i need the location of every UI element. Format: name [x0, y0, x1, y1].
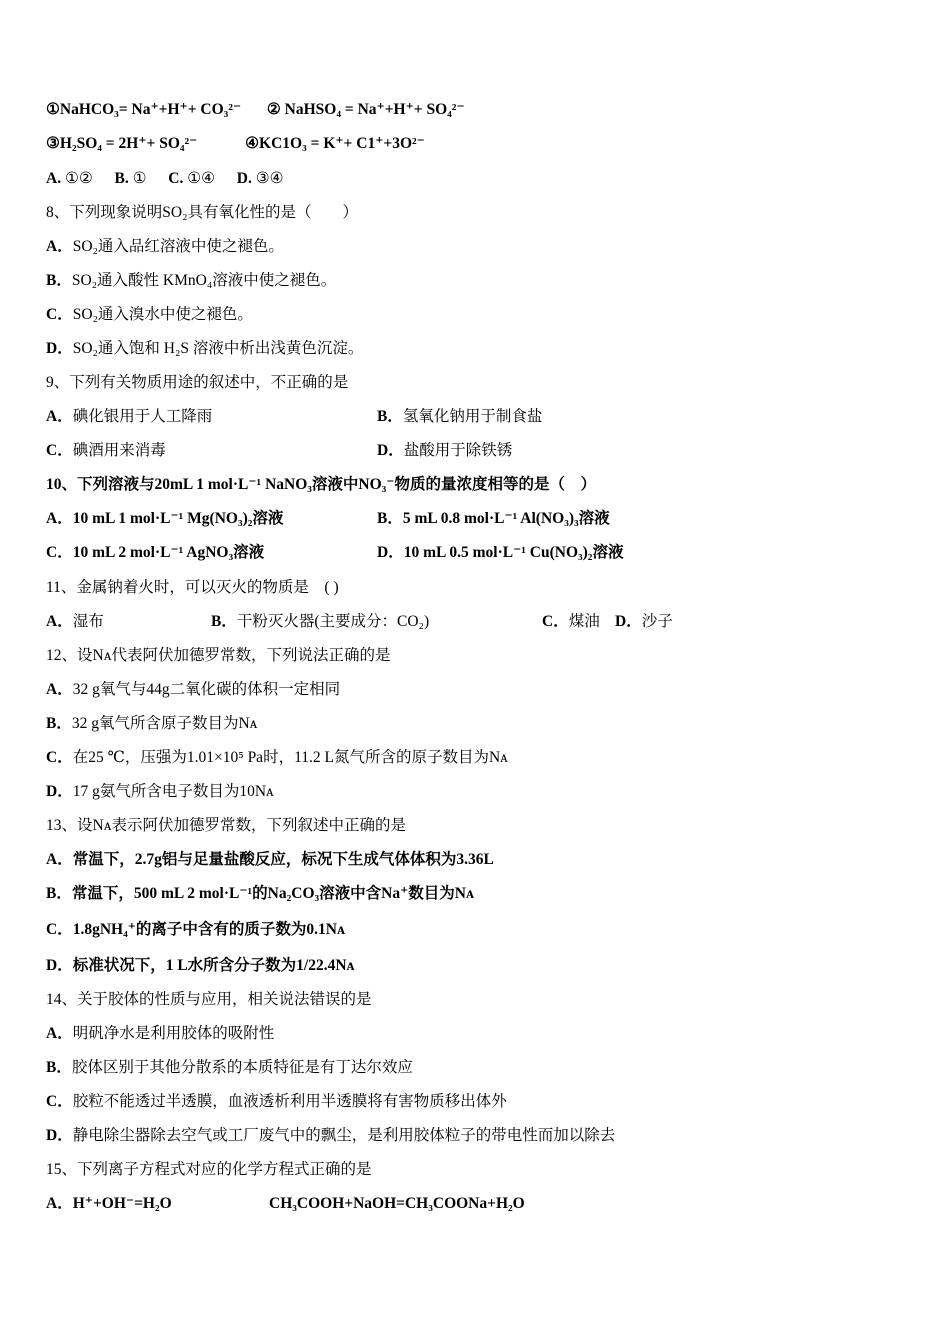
q12-stem: 12、设Nᴀ代表阿伏加德罗常数，下列说法正确的是 [46, 647, 391, 664]
q9-row-2 [46, 441, 513, 461]
q14-option-b[interactable]: B．胶体区别于其他分散系的本质特征是有丁达尔效应 [46, 1059, 413, 1076]
q7-equations-row-2 [46, 134, 425, 154]
q13-option-b[interactable]: B．常温下，500 mL 2 mol·L⁻¹的Na₂CO₃溶液中含Na⁺数目为Nᴀ [46, 885, 475, 902]
q10-stem: 10、下列溶液与20mL 1 mol·L⁻¹ NaNO₃溶液中NO₃⁻物质的量浓度相等的是（ ） [46, 476, 596, 493]
q13-option-c[interactable]: C．1.8gNH₄⁺的离子中含有的质子数为0.1Nᴀ [46, 921, 346, 938]
q12-option-c[interactable]: C．在25 ℃，压强为1.01×10⁵ Pa时，11.2 L氮气所含的原子数目为Nᴀ [46, 749, 508, 766]
chemical-equation: CH₃COOH+NaOH=CH₃COONa+H₂O [269, 1195, 525, 1212]
q9-row-1 [46, 407, 543, 427]
q10-option-d[interactable]: D．10 mL 0.5 mol·L⁻¹ Cu(NO₃)₂溶液 [377, 544, 624, 561]
choice-b[interactable]: B. ① [114, 170, 147, 187]
ionic-equation: H⁺+OH⁻=H₂O [72, 1195, 172, 1212]
eq4: ④KC1O₃ = K⁺+ C1⁺+3O²⁻ [245, 135, 425, 152]
q13-option-a[interactable]: A．常温下，2.7g铝与足量盐酸反应，标况下生成气体体积为3.36L [46, 851, 494, 868]
q8-option-a[interactable]: A．SO₂通入品红溶液中使之褪色。 [46, 238, 284, 255]
q11-option-b[interactable]: B．干粉灭火器(主要成分：CO₂) [211, 613, 430, 630]
q12-option-b[interactable]: B．32 g氧气所含原子数目为Nᴀ [46, 715, 258, 732]
q9-option-a[interactable]: A．碘化银用于人工降雨 [46, 408, 213, 425]
q12-option-a[interactable]: A．32 g氧气与44g二氧化碳的体积一定相同 [46, 681, 341, 698]
q14-option-d[interactable]: D．静电除尘器除去空气或工厂废气中的飘尘，是利用胶体粒子的带电性而加以除去 [46, 1127, 616, 1144]
eq3: ③H₂SO₄ = 2H⁺+ SO₄²⁻ [46, 135, 198, 152]
q14-option-a[interactable]: A．明矾净水是利用胶体的吸附性 [46, 1025, 275, 1042]
q7-equations-row-1 [46, 100, 465, 120]
q10-row-2 [46, 543, 624, 563]
eq2: ② NaHSO₄ = Na⁺+H⁺+ SO₄²⁻ [266, 101, 465, 118]
choice-d[interactable]: D. ③④ [236, 170, 284, 187]
q13-stem: 13、设Nᴀ表示阿伏加德罗常数，下列叙述中正确的是 [46, 817, 406, 834]
q14-stem: 14、关于胶体的性质与应用，相关说法错误的是 [46, 991, 372, 1008]
q11-option-a[interactable]: A．湿布 [46, 613, 104, 630]
q9-option-b[interactable]: B．氢氧化钠用于制食盐 [377, 408, 543, 425]
q14-option-c[interactable]: C．胶粒不能透过半透膜，血液透析利用半透膜将有害物质移出体外 [46, 1093, 507, 1110]
q10-row-1 [46, 509, 610, 529]
q12-option-d[interactable]: D．17 g氨气所含电子数目为10Nᴀ [46, 783, 274, 800]
q9-option-c[interactable]: C．碘酒用来消毒 [46, 442, 166, 459]
q15-stem: 15、下列离子方程式对应的化学方程式正确的是 [46, 1161, 372, 1178]
q13-option-d[interactable]: D．标准状况下，1 L水所含分子数为1/22.4Nᴀ [46, 957, 355, 974]
q8-stem: 8、下列现象说明SO₂具有氧化性的是（ ） [46, 204, 358, 221]
q11-options [46, 612, 673, 632]
q10-option-c[interactable]: C．10 mL 2 mol·L⁻¹ AgNO₃溶液 [46, 544, 265, 561]
q10-option-a[interactable]: A．10 mL 1 mol·L⁻¹ Mg(NO₃)₂溶液 [46, 510, 284, 527]
q15-option-a[interactable]: A．H⁺+OH⁻=H₂O CH₃COOH+NaOH=CH₃COONa+H₂O [46, 1195, 525, 1212]
choice-a[interactable]: A. ①② [46, 170, 93, 187]
q9-stem: 9、下列有关物质用途的叙述中，不正确的是 [46, 374, 349, 391]
q11-option-d[interactable]: D．沙子 [615, 613, 673, 630]
q8-option-c[interactable]: C．SO₂通入溴水中使之褪色。 [46, 306, 253, 323]
q11-option-c[interactable]: C．煤油 [542, 613, 600, 630]
q10-option-b[interactable]: B．5 mL 0.8 mol·L⁻¹ Al(NO₃)₃溶液 [377, 510, 610, 527]
q8-option-d[interactable]: D．SO₂通入饱和 H₂S 溶液中析出浅黄色沉淀。 [46, 340, 364, 357]
choice-c[interactable]: C. ①④ [168, 170, 215, 187]
q9-option-d[interactable]: D．盐酸用于除铁锈 [377, 442, 513, 459]
q7-choices [46, 169, 284, 189]
q11-stem: 11、金属钠着火时，可以灭火的物质是 ( ) [46, 579, 339, 596]
q8-option-b[interactable]: B．SO₂通入酸性 KMnO₄溶液中使之褪色。 [46, 272, 337, 289]
eq1: ①NaHCO₃= Na⁺+H⁺+ CO₃²⁻ [46, 101, 242, 118]
